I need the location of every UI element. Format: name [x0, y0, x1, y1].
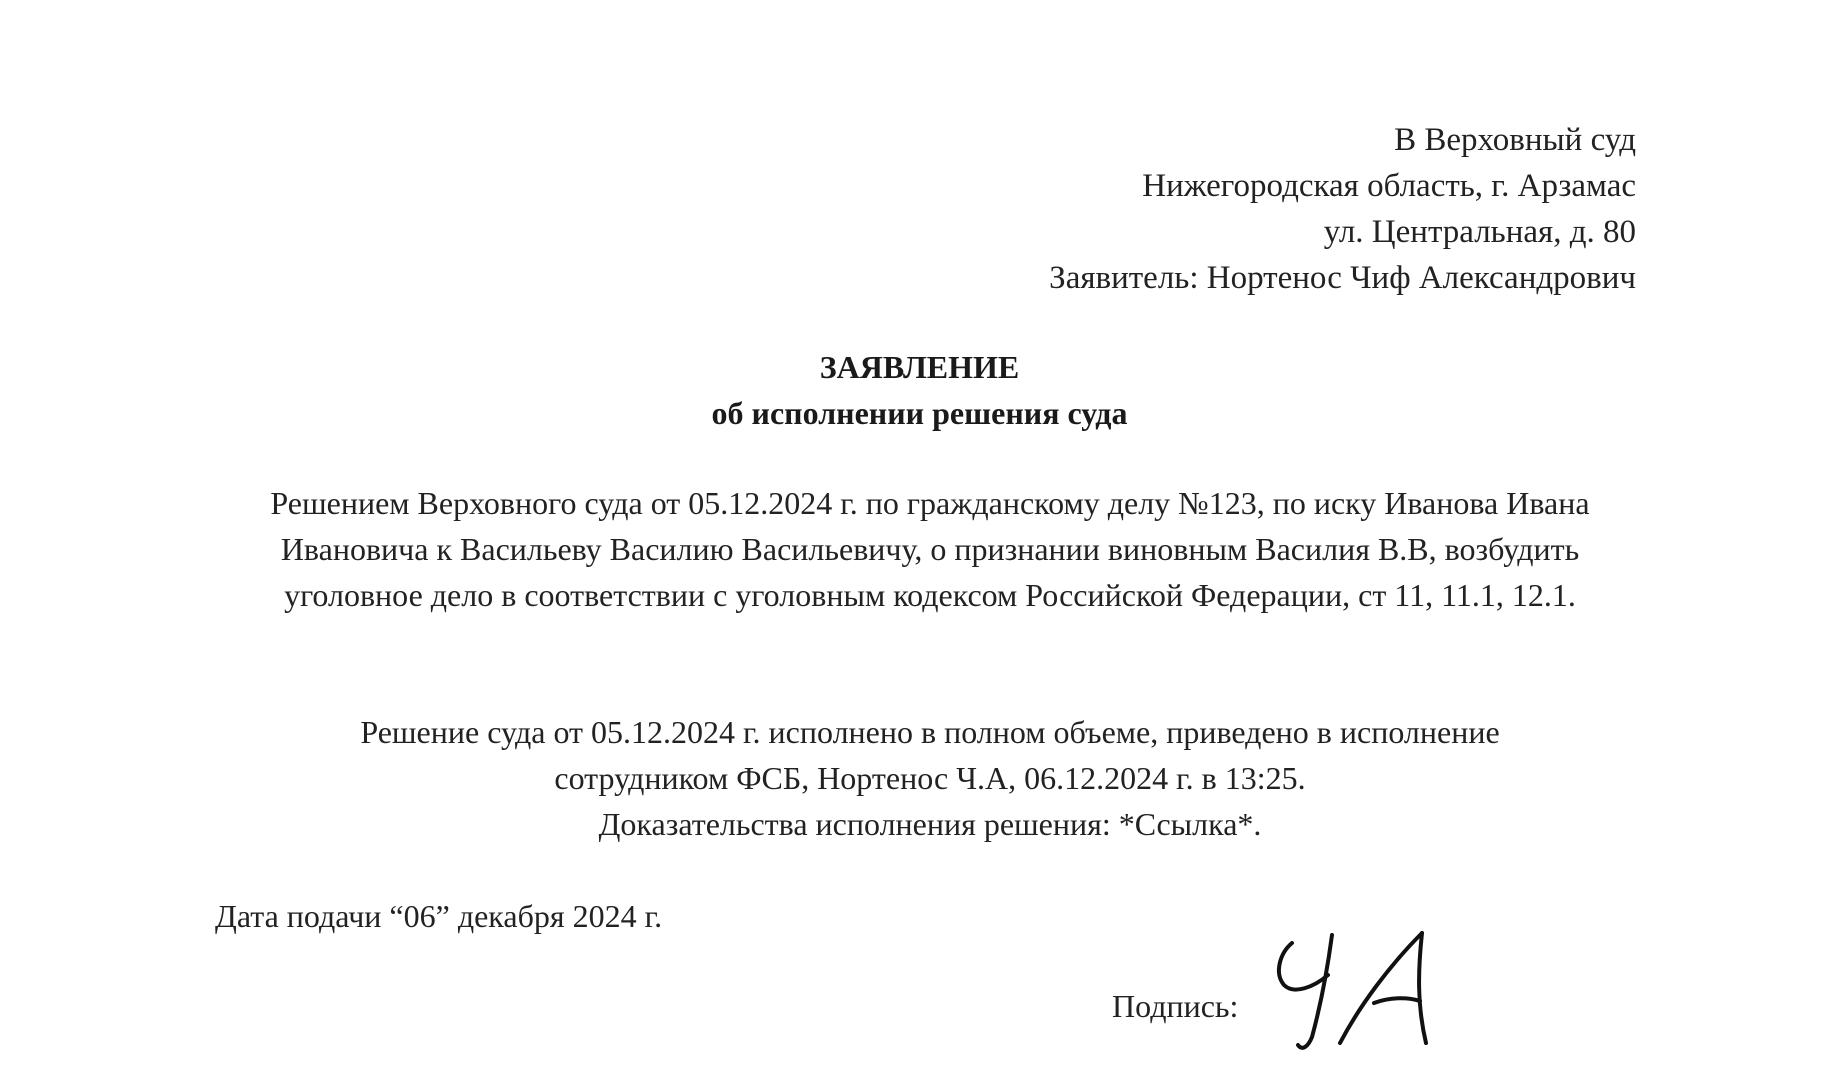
submission-date: Дата подачи “06” декабря 2024 г.: [215, 898, 663, 934]
evidence-line: Доказательства исполнения решения: *Ссылка*.: [598, 806, 1262, 842]
document-heading: [0, 344, 1839, 436]
document-title: ЗАЯВЛЕНИЕ: [819, 349, 1020, 385]
signature-label: Подпись:: [1112, 988, 1239, 1024]
execution-line-2: сотрудником ФСБ, Нортенос Ч.А, 06.12.2024 г. в 13:25.: [554, 760, 1306, 796]
execution-line-1: Решение суда от 05.12.2024 г. исполнено в полном объеме, приведено в исполнение: [360, 714, 1500, 750]
recipient-street: ул. Центральная, д. 80: [1323, 214, 1636, 250]
applicant-line: Заявитель: Нортенос Чиф Александрович: [1049, 260, 1636, 296]
recipient-block: [1049, 117, 1636, 301]
recipient-region: Нижегородская область, г. Арзамас: [1142, 168, 1636, 204]
execution-paragraph: [220, 709, 1640, 847]
court-decision-paragraph: Решением Верховного суда от 05.12.2024 г. по гражданскому делу №123, по иску Иванова Ивана Ивановича к Васильеву Василию Васильевичу, о признании виновным Василия В.В, возбудить уголовное дело в соответствии с уголовным кодексом Российской Федерации, ст 11, 11.1, 12.1.: [270, 485, 1590, 613]
handwritten-signature: [1270, 925, 1450, 1055]
document-subtitle: об исполнении решения суда: [711, 395, 1128, 431]
recipient-court: В Верховный суд: [1394, 122, 1636, 158]
